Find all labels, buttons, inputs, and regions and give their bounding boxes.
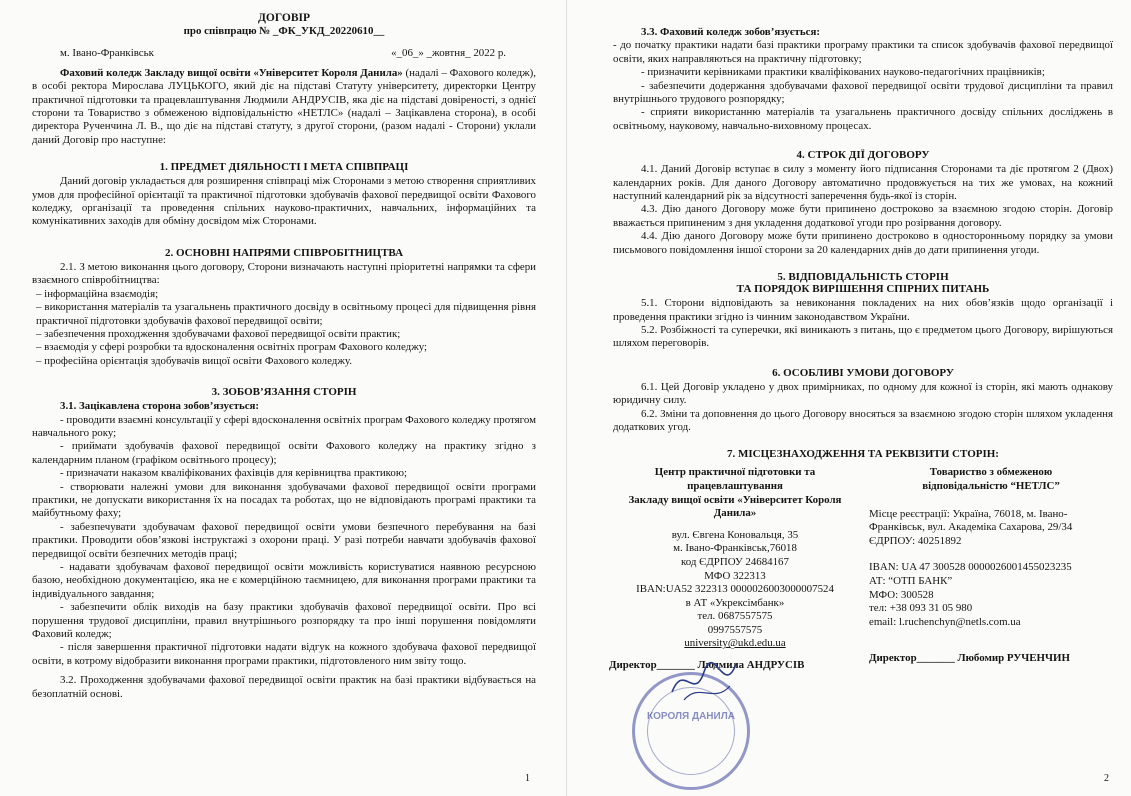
right-party-name: Товариство з обмеженою bbox=[929, 466, 1053, 479]
section-2-intro: 2.1. З метою виконання цього договору, Сторони визначають наступні пріоритетні напрямки та сфери взаємного співробітництва: bbox=[32, 260, 536, 287]
list-item: – використання матеріалів та узагальнень практичного досвіду в освітньому процесі для підвищення рівня практичної підготовки здобувачів фахової передвищої освіти; bbox=[36, 301, 536, 327]
list-item: 6.2. Зміни та доповнення до цього Договору вносяться за взаємною згодою сторін шляхом укладення додаткових угод. bbox=[613, 407, 1113, 433]
list-item: - створювати належні умови для виконання здобувачами фахової передвищої освіти програми практики, не допускати використання їх на посадах та роботах, що не відповідають програмі практики та майбутньому фаху; bbox=[32, 480, 536, 520]
section-3-title: 3. ЗОБОВ’ЯЗАННЯ СТОРІН bbox=[211, 386, 357, 399]
right-party bbox=[869, 466, 1113, 672]
requisites bbox=[609, 466, 1113, 672]
list-item: - забезпечувати здобувачам фахової передвищої освіти умови безпечного перебування на базі практики. Проводити обов’язкові інструктажі з охорони праці. У разі потреби навчати здобувачів фахової передвищої освіти безпечних методів праці; bbox=[32, 520, 536, 560]
list-item: – взаємодія у сфері розробки та вдосконалення освітніх програм Фахового коледжу; bbox=[36, 341, 428, 354]
preamble-text: (надалі – Фахового коледж), в особі ректора Мирослава ЛУЦЬКОГО, який діє на підставі Статуту університету, директорки Центру практичної підготовки та працевлаштування Людмили АНДРУСІВ, яка діє на підставі довіреності, з однієї сторони та Товариство з обмеженою відповідальністю «НЕТЛС» (надалі – Зацікавлена сторона), в особі директора Рученчина Л. В., що діє на підставі статуту, з другої сторони, (разом надалі - Сторони) уклали даний Договір про наступне: bbox=[32, 66, 537, 146]
requisite-line: IBAN: UA 47 300528 0000026001455023235 bbox=[869, 561, 1072, 574]
section-5-subtitle: ТА ПОРЯДОК ВИРІШЕННЯ СПІРНИХ ПИТАНЬ bbox=[736, 283, 990, 296]
list-item: 5.2. Розбіжності та суперечки, які виникають з питань, що є предметом цього Договору, вирішуються шляхом переговорів. bbox=[613, 323, 1113, 350]
list-item: 4.4. Дію даного Договору може бути припинено достроково в односторонньому порядку за умови письмового повідомлення іншої сторони за 20 календарних днів до дати припинення угоди. bbox=[613, 230, 1113, 256]
requisite-line: АТ: “ОТП БАНК” bbox=[869, 574, 953, 587]
requisite-line: МФО 322313 bbox=[704, 569, 766, 582]
list-item: - забезпечити облік виходів на базу практики здобувачів фахової передвищої освіти. Про всі порушення трудової дисципліни, правил внутрішнього розпорядку та про інші порушення повідомляти Фаховий коледж; bbox=[32, 601, 536, 641]
section-1-text: Даний договір укладається для розширення співпраці між Сторонами з метою створення сприятливих умов для професійної орієнтації та практичної підготовки здобувачів фахової передвищої освіти Фахового коледжу, організації та проведення спільних науково-практичних, навчальних, інформаційних та комунікативних заходів для обміну досвідом між Сторонами. bbox=[32, 175, 536, 228]
document-title: ДОГОВІР bbox=[257, 12, 310, 24]
list-item: – інформаційна взаємодія; bbox=[36, 287, 159, 300]
list-item: - після завершення практичної підготовки надати відгук на кожного здобувача фахової передвищої освіти, в котрому відобразити виконання програми практики, підготовленого ним звіту тощо. bbox=[32, 641, 536, 667]
document-subtitle: про співпрацю № _ФК_УКД_20220610__ bbox=[183, 25, 385, 38]
list-item: - забезпечити додержання здобувачами фахової передвищої освіти трудової дисципліни та правил внутрішнього трудового розпорядку; bbox=[613, 79, 1113, 106]
left-party bbox=[609, 466, 857, 672]
left-party-name-2: Закладу вищої освіти «Університет Короля Данила» bbox=[628, 493, 842, 520]
email-link[interactable]: university@ukd.edu.ua bbox=[684, 637, 786, 650]
requisite-line: email: l.ruchenchyn@netls.com.ua bbox=[869, 615, 1021, 628]
requisite-line: IBAN:UA52 322313 0000026003000007524 bbox=[636, 583, 834, 596]
section-5-title: 5. ВІДПОВІДАЛЬНІСТЬ СТОРІН bbox=[777, 271, 949, 284]
city: м. Івано-Франківськ bbox=[60, 46, 154, 59]
section-2-list bbox=[32, 288, 536, 368]
requisite-line: в АТ «Укрексімбанк» bbox=[685, 596, 785, 609]
list-item: 5.1. Сторони відповідають за невиконання покладених на них обов’язків щодо організації і проведення практики згідно із чинним законодавством України. bbox=[613, 297, 1113, 323]
requisite-line: код ЄДРПОУ 24684167 bbox=[681, 555, 789, 568]
requisite-line: вул. Євгена Коновальця, 35 bbox=[671, 528, 799, 541]
requisite-line: ЄДРПОУ: 40251892 bbox=[869, 534, 962, 547]
requisite-line: тел: +38 093 31 05 980 bbox=[869, 602, 973, 615]
requisite-line: МФО: 300528 bbox=[869, 588, 934, 601]
list-item: – професійна орієнтація здобувачів вищої освіти Фахового коледжу. bbox=[36, 354, 352, 367]
list-item: - призначити керівниками практики кваліфікованих науково-педагогічних працівників; bbox=[641, 66, 1045, 79]
requisite-line bbox=[869, 548, 1113, 561]
right-party-name-2: відповідальністю “НЕТЛС” bbox=[922, 479, 1060, 492]
list-item: - сприяти використанню матеріалів та узагальнень практичного досвіду спільних досліджень в освітньому, науковому, навчально-виховному процесах. bbox=[613, 106, 1113, 132]
section-7-title: 7. МІСЦЕЗНАХОДЖЕННЯ ТА РЕКВІЗИТИ СТОРІН: bbox=[727, 448, 999, 461]
list-item: - призначати наказом кваліфікованих фахівців для керівництва практикою; bbox=[60, 467, 408, 480]
preamble-party: Фаховий коледж Закладу вищої освіти «Університет Короля Данила» bbox=[60, 66, 403, 79]
preamble bbox=[32, 67, 536, 147]
list-item: – забезпечення проходження здобувачами фахової передвищої освіти практик; bbox=[36, 327, 401, 340]
list-item: - приймати здобувачів фахової передвищої освіти Фахового коледжу на практику згідно з календарним планом (графіком освітнього процесу); bbox=[32, 440, 536, 466]
section-2-title: 2. ОСНОВНІ НАПРЯМИ СПІВРОБІТНИЦТВА bbox=[164, 246, 404, 259]
left-party-name: Центр практичної підготовки та працевлаштування bbox=[654, 466, 816, 492]
section-3-2: 3.2. Проходження здобувачами фахової передвищої освіти практик на базі практики відбувається на безоплатній основі. bbox=[32, 674, 536, 700]
left-signature: Директор_______ Людмила АНДРУСІВ bbox=[609, 659, 805, 672]
date: «_06_» _жовтня_ 2022 р. bbox=[391, 46, 506, 59]
list-item: 4.3. Дію даного Договору може бути припинено достроково за взаємною згодою сторін. Договір вважається припиненим з дня укладення додаткової угоди про розірвання договору. bbox=[613, 203, 1113, 229]
section-1-title: 1. ПРЕДМЕТ ДІЯЛЬНОСТІ І МЕТА СПІВПРАЦІ bbox=[159, 161, 409, 174]
section-6-title: 6. ОСОБЛИВІ УМОВИ ДОГОВОРУ bbox=[772, 366, 954, 379]
section-3-3-title: 3.3. Фаховий коледж зобов’язується: bbox=[641, 26, 820, 38]
page-number: 1 bbox=[525, 773, 530, 784]
section-3-1-title: 3.1. Зацікавлена сторона зобов’язується: bbox=[60, 400, 260, 413]
right-signature: Директор_______ Любомир РУЧЕНЧИН bbox=[869, 652, 1070, 665]
list-item: - надавати здобувачам фахової передвищої освіти можливість користуватися наявною ресурсною базою, необхідною документацією, яка не є комерційною таємницею, для виконання програми практики та індивідуального завдання; bbox=[32, 561, 536, 600]
requisite-line: тел. 0687557575 bbox=[697, 610, 773, 623]
requisite-line: 0997557575 bbox=[707, 623, 763, 636]
seal-text: КОРОЛЯ ДАНИЛА bbox=[647, 711, 735, 722]
list-item: - проводити взаємні консультації у сфері вдосконалення освітніх програм Фахового коледжу протягом навчального року; bbox=[32, 413, 536, 439]
requisite-line: Місце реєстрації: Україна, 76018, м. Івано-Франківськ, вул. Академіка Сахарова, 29/34 bbox=[869, 507, 1073, 534]
list-item: 6.1. Цей Договір укладено у двох примірниках, по одному для кожної із сторін, які мають однакову юридичну силу. bbox=[613, 380, 1113, 407]
requisite-line: м. Івано-Франківськ,76018 bbox=[673, 542, 797, 555]
page-number: 2 bbox=[1104, 773, 1109, 784]
section-4-title: 4. СТРОК ДІЇ ДОГОВОРУ bbox=[796, 149, 930, 162]
page-2 bbox=[566, 0, 1131, 796]
list-item: 4.1. Даний Договір вступає в силу з моменту його підписання Сторонами та діє протягом 2 (Двох) календарних років. Для даного Договору автоматично продовжується на тих же умовах, на кожний наступний календарний рік за відсутності заперечення будь-якої із сторін. bbox=[613, 163, 1113, 203]
list-item: - до початку практики надати базі практики програму практики та список здобувачів фахової передвищої освіти, яких направляються на практичну підготовку; bbox=[613, 39, 1113, 65]
city-date-row bbox=[60, 47, 506, 59]
